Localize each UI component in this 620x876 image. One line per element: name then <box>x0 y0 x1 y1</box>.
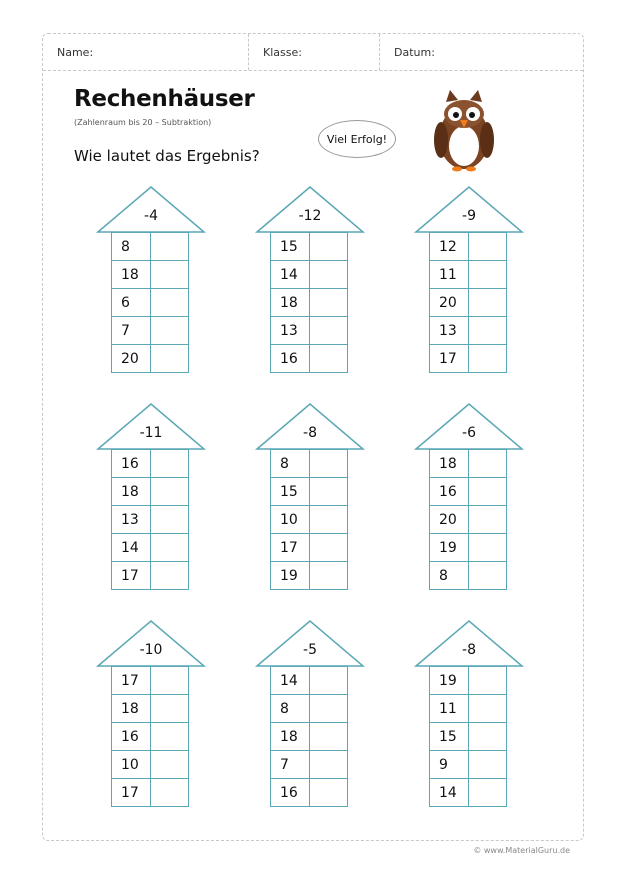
math-house <box>257 620 363 813</box>
start-number: 11 <box>430 261 469 289</box>
house-row <box>271 450 348 478</box>
answer-cell[interactable] <box>309 450 347 478</box>
start-number: 15 <box>271 233 310 261</box>
answer-cell[interactable] <box>468 261 506 289</box>
math-house <box>416 403 522 596</box>
answer-cell[interactable] <box>309 534 347 562</box>
math-house <box>98 186 204 379</box>
answer-cell[interactable] <box>468 562 506 590</box>
house-row <box>430 478 507 506</box>
answer-cell[interactable] <box>309 667 347 695</box>
house-row <box>430 562 507 590</box>
date-field[interactable] <box>380 34 583 70</box>
house-row <box>112 289 189 317</box>
start-number: 10 <box>271 506 310 534</box>
start-number: 12 <box>430 233 469 261</box>
answer-cell[interactable] <box>468 534 506 562</box>
house-row <box>271 667 348 695</box>
house-row <box>271 317 348 345</box>
house-row <box>271 779 348 807</box>
answer-cell[interactable] <box>150 779 188 807</box>
house-row <box>430 345 507 373</box>
house-row <box>271 261 348 289</box>
house-grid <box>429 666 507 807</box>
house-grid <box>270 666 348 807</box>
speech-bubble <box>318 120 396 158</box>
house-operation: -4 <box>144 208 158 224</box>
answer-cell[interactable] <box>150 317 188 345</box>
house-operation: -12 <box>298 208 322 224</box>
house-row <box>112 478 189 506</box>
start-number: 18 <box>112 261 151 289</box>
answer-cell[interactable] <box>309 317 347 345</box>
house-row <box>112 261 189 289</box>
start-number: 19 <box>430 667 469 695</box>
start-number: 16 <box>112 450 151 478</box>
house-row <box>112 345 189 373</box>
math-house <box>416 620 522 813</box>
answer-cell[interactable] <box>309 233 347 261</box>
answer-cell[interactable] <box>468 779 506 807</box>
start-number: 19 <box>271 562 310 590</box>
house-row <box>271 345 348 373</box>
start-number: 15 <box>430 723 469 751</box>
house-row <box>430 317 507 345</box>
answer-cell[interactable] <box>150 233 188 261</box>
footer-credit: © www.MaterialGuru.de <box>473 846 570 855</box>
start-number: 10 <box>112 751 151 779</box>
start-number: 15 <box>271 478 310 506</box>
house-row <box>430 534 507 562</box>
house-grid <box>429 232 507 373</box>
math-house <box>98 620 204 813</box>
house-row <box>271 723 348 751</box>
start-number: 18 <box>271 289 310 317</box>
house-row <box>112 450 189 478</box>
start-number: 16 <box>112 723 151 751</box>
house-row <box>112 779 189 807</box>
start-number: 18 <box>112 478 151 506</box>
house-operation: -9 <box>462 208 476 224</box>
start-number: 18 <box>271 723 310 751</box>
answer-cell[interactable] <box>468 345 506 373</box>
start-number: 11 <box>430 695 469 723</box>
house-operation: -6 <box>462 425 476 441</box>
answer-cell[interactable] <box>150 345 188 373</box>
name-label: Name: <box>57 46 94 59</box>
house-row <box>430 779 507 807</box>
answer-cell[interactable] <box>468 450 506 478</box>
house-row <box>430 233 507 261</box>
start-number: 6 <box>112 289 151 317</box>
house-row <box>271 289 348 317</box>
start-number: 20 <box>112 345 151 373</box>
speech-bubble-text: Viel Erfolg! <box>326 132 388 146</box>
house-grid <box>270 232 348 373</box>
math-house <box>416 186 522 379</box>
start-number: 17 <box>271 534 310 562</box>
house-row <box>112 695 189 723</box>
answer-cell[interactable] <box>150 289 188 317</box>
start-number: 14 <box>271 261 310 289</box>
answer-cell[interactable] <box>468 478 506 506</box>
start-number: 13 <box>271 317 310 345</box>
answer-cell[interactable] <box>468 667 506 695</box>
house-row <box>430 723 507 751</box>
house-row <box>430 450 507 478</box>
answer-cell[interactable] <box>309 345 347 373</box>
house-row <box>430 289 507 317</box>
house-row <box>271 506 348 534</box>
house-row <box>112 562 189 590</box>
answer-cell[interactable] <box>150 751 188 779</box>
answer-cell[interactable] <box>309 261 347 289</box>
answer-cell[interactable] <box>309 779 347 807</box>
house-row <box>430 506 507 534</box>
answer-cell[interactable] <box>468 506 506 534</box>
math-house <box>257 186 363 379</box>
answer-cell[interactable] <box>468 317 506 345</box>
house-row <box>271 562 348 590</box>
class-label: Klasse: <box>263 46 302 59</box>
start-number: 20 <box>430 289 469 317</box>
house-row <box>430 667 507 695</box>
start-number: 17 <box>112 562 151 590</box>
start-number: 14 <box>271 667 310 695</box>
house-row <box>112 317 189 345</box>
page-subtitle: (Zahlenraum bis 20 – Subtraktion) <box>74 118 212 127</box>
start-number: 8 <box>271 450 310 478</box>
start-number: 13 <box>430 317 469 345</box>
house-operation: -11 <box>139 425 163 441</box>
start-number: 7 <box>112 317 151 345</box>
house-row <box>271 233 348 261</box>
class-field[interactable] <box>249 34 380 70</box>
house-grid <box>111 666 189 807</box>
house-row <box>271 534 348 562</box>
owl-icon <box>432 88 496 172</box>
answer-cell[interactable] <box>150 261 188 289</box>
house-row <box>112 534 189 562</box>
start-number: 7 <box>271 751 310 779</box>
answer-cell[interactable] <box>468 695 506 723</box>
house-operation: -8 <box>462 642 476 658</box>
answer-cell[interactable] <box>150 450 188 478</box>
answer-cell[interactable] <box>309 289 347 317</box>
start-number: 20 <box>430 506 469 534</box>
answer-cell[interactable] <box>150 534 188 562</box>
answer-cell[interactable] <box>150 478 188 506</box>
start-number: 17 <box>112 779 151 807</box>
math-house <box>98 403 204 596</box>
house-operation: -5 <box>303 642 317 658</box>
answer-cell[interactable] <box>150 695 188 723</box>
page-title: Rechenhäuser <box>74 86 255 112</box>
start-number: 18 <box>430 450 469 478</box>
start-number: 16 <box>271 779 310 807</box>
house-row <box>430 695 507 723</box>
answer-cell[interactable] <box>309 723 347 751</box>
start-number: 14 <box>112 534 151 562</box>
start-number: 8 <box>112 233 151 261</box>
start-number: 18 <box>112 695 151 723</box>
house-grid <box>111 232 189 373</box>
start-number: 13 <box>112 506 151 534</box>
start-number: 16 <box>271 345 310 373</box>
start-number: 9 <box>430 751 469 779</box>
start-number: 17 <box>112 667 151 695</box>
house-grid <box>270 449 348 590</box>
house-grid <box>111 449 189 590</box>
answer-cell[interactable] <box>309 751 347 779</box>
start-number: 17 <box>430 345 469 373</box>
start-number: 8 <box>430 562 469 590</box>
house-row <box>112 506 189 534</box>
answer-cell[interactable] <box>309 562 347 590</box>
answer-cell[interactable] <box>468 723 506 751</box>
answer-cell[interactable] <box>150 506 188 534</box>
answer-cell[interactable] <box>468 751 506 779</box>
name-field[interactable] <box>43 34 249 70</box>
answer-cell[interactable] <box>309 506 347 534</box>
house-row <box>112 667 189 695</box>
math-house <box>257 403 363 596</box>
start-number: 14 <box>430 779 469 807</box>
house-row <box>271 695 348 723</box>
answer-cell[interactable] <box>309 695 347 723</box>
house-row <box>271 478 348 506</box>
house-operation: -8 <box>303 425 317 441</box>
house-row <box>430 261 507 289</box>
answer-cell[interactable] <box>150 723 188 751</box>
start-number: 8 <box>271 695 310 723</box>
house-operation: -10 <box>139 642 163 658</box>
house-row <box>271 751 348 779</box>
start-number: 19 <box>430 534 469 562</box>
answer-cell[interactable] <box>309 478 347 506</box>
answer-cell[interactable] <box>468 289 506 317</box>
answer-cell[interactable] <box>150 667 188 695</box>
house-grid <box>429 449 507 590</box>
house-row <box>430 751 507 779</box>
house-row <box>112 233 189 261</box>
start-number: 16 <box>430 478 469 506</box>
date-label: Datum: <box>394 46 435 59</box>
house-row <box>112 751 189 779</box>
task-question: Wie lautet das Ergebnis? <box>74 147 260 165</box>
answer-cell[interactable] <box>150 562 188 590</box>
header-bar <box>43 34 583 71</box>
house-row <box>112 723 189 751</box>
answer-cell[interactable] <box>468 233 506 261</box>
